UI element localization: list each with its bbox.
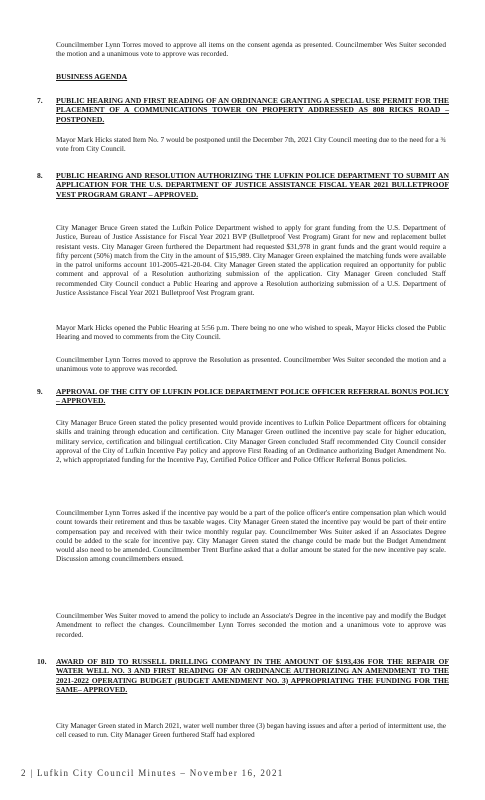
item-10-heading bbox=[37, 657, 449, 694]
item-7-paragraph: Mayor Mark Hicks stated Item No. 7 would be postponed until the December 7th, 2021 City Council meeting due to the need for a ¾ vote from City Council. bbox=[56, 135, 446, 154]
consent-agenda-paragraph: Councilmember Lynn Torres moved to approve all items on the consent agenda as presented. Councilmember Wes Suiter seconded the motion and a unanimous vote to approve was recorded. bbox=[56, 40, 446, 59]
item-7-title: PUBLIC HEARING AND FIRST READING OF AN ORDINANCE GRANTING A SPECIAL USE PERMIT FOR THE PLACEMENT OF A COMMUNICATIONS TOWER ON PROPERTY ADDRESSED AS 808 RICKS ROAD – POSTPONED. bbox=[56, 96, 449, 124]
item-8-heading bbox=[37, 171, 449, 199]
item-8-number: 8. bbox=[37, 171, 43, 180]
item-9-title: APPROVAL OF THE CITY OF LUFKIN POLICE DEPARTMENT POLICE OFFICER REFERRAL BONUS POLICY – APPROVED. bbox=[56, 387, 449, 406]
item-10-paragraph-1: City Manager Green stated in March 2021, water well number three (3) began having issues and after a period of intermittent use, the cell ceased to run. City Manager Green furthered Staff had explored bbox=[56, 721, 446, 740]
item-10-title: AWARD OF BID TO RUSSELL DRILLING COMPANY IN THE AMOUNT OF $193,436 FOR THE REPAIR OF WATER WELL NO. 3 AND FIRST READING OF AN ORDINANCE AUTHORIZING AN AMENDMENT TO THE 2021-2022 OPERATING BUDGET (BUDGET AMENDMENT NO. 3) APPROPRIATING THE FUNDING FOR THE SAME– APPROVED. bbox=[56, 657, 449, 694]
item-8-title: PUBLIC HEARING AND RESOLUTION AUTHORIZING THE LUFKIN POLICE DEPARTMENT TO SUBMIT AN APPLICATION FOR THE U.S. DEPARTMENT OF JUSTICE ASSISTANCE FISCAL YEAR 2021 BULLETPROOF VEST PROGRAM GRANT – APPROVED. bbox=[56, 171, 449, 199]
item-9-paragraph-3: Councilmember Wes Suiter moved to amend the policy to include an Associate's Degree in the incentive pay and modify the Budget Amendment to reflect the changes. Councilmember Lynn Torres seconded the motion and a unanimous vote to approve was recorded. bbox=[56, 611, 446, 639]
item-8-paragraph-2: Mayor Mark Hicks opened the Public Hearing at 5:56 p.m. There being no one who wished to speak, Mayor Hicks closed the Public Hearing and moved to comments from the City Council. bbox=[56, 323, 446, 342]
item-10-number: 10. bbox=[37, 657, 47, 666]
item-9-paragraph-2: Councilmember Lynn Torres asked if the incentive pay would be a part of the police officer's entire compensation plan which would count towards their retirement and thus be taxable wages. City Manager Green stated the incentive pay would be part of their entire compensation pay and received with their twice monthly regular pay. Councilmember Wes Suiter asked if an Associates Degree could be added to the scale for incentive pay. City Manager Green stated the change could be made but the Budget Amendment would also need to be amended. Councilmember Trent Burfine asked that a dollar amount be stated for the new incentive pay scale. Discussion among councilmembers ensued. bbox=[56, 508, 446, 564]
item-9-heading bbox=[37, 387, 449, 406]
page-footer: 2 | Lufkin City Council Minutes – November 16, 2021 bbox=[21, 768, 284, 778]
item-7-number: 7. bbox=[37, 96, 43, 105]
item-9-paragraph-1: City Manager Bruce Green stated the policy presented would provide incentives to Lufkin Police Department officers for obtaining skills and training through education and certification. City Manager Green outlined the incentive pay scale for higher education, military service, certification and bilingual certification. City Manager Green concluded Staff recommended City Council consider approval of the City of Lufkin Incentive Pay policy and approve First Reading of an Ordinance authorizing Budget Amendment No. 2, which appropriated funding for the Incentive Pay, Certified Police Officer and Police Officer Referral Bonus policies. bbox=[56, 418, 446, 465]
item-7-heading bbox=[37, 96, 449, 124]
item-8-paragraph-3: Councilmember Lynn Torres moved to approve the Resolution as presented. Councilmember Wes Suiter seconded the motion and a unanimous vote to approve was recorded. bbox=[56, 355, 446, 374]
item-8-paragraph-1: City Manager Bruce Green stated the Lufkin Police Department wished to apply for grant funding from the U.S. Department of Justice, Bureau of Justice Assistance for Fiscal Year 2021 BVP (Bulletproof Vest Program) Grant for new and replacement bullet resistant vests. City Manager Green furthered the Department had requested $31,978 in grant funds and the grant would require a fifty percent (50%) match from the City in the amount of $15,989. City Manager Green explained the matching funds were available in the patrol uniforms account 101-2005-421-20-04. City Manager Green stated the application required an opportunity for public comment and approval of a Resolution authorizing submission of the application. City Manager Green concluded Staff recommended City Council conduct a Public Hearing and approve a Resolution authorizing submission of a U.S. Department of Justice Assistance Fiscal Year 2021 Bulletproof Vest Program grant. bbox=[56, 223, 446, 298]
business-agenda-heading: BUSINESS AGENDA bbox=[56, 72, 128, 81]
item-9-number: 9. bbox=[37, 387, 43, 396]
